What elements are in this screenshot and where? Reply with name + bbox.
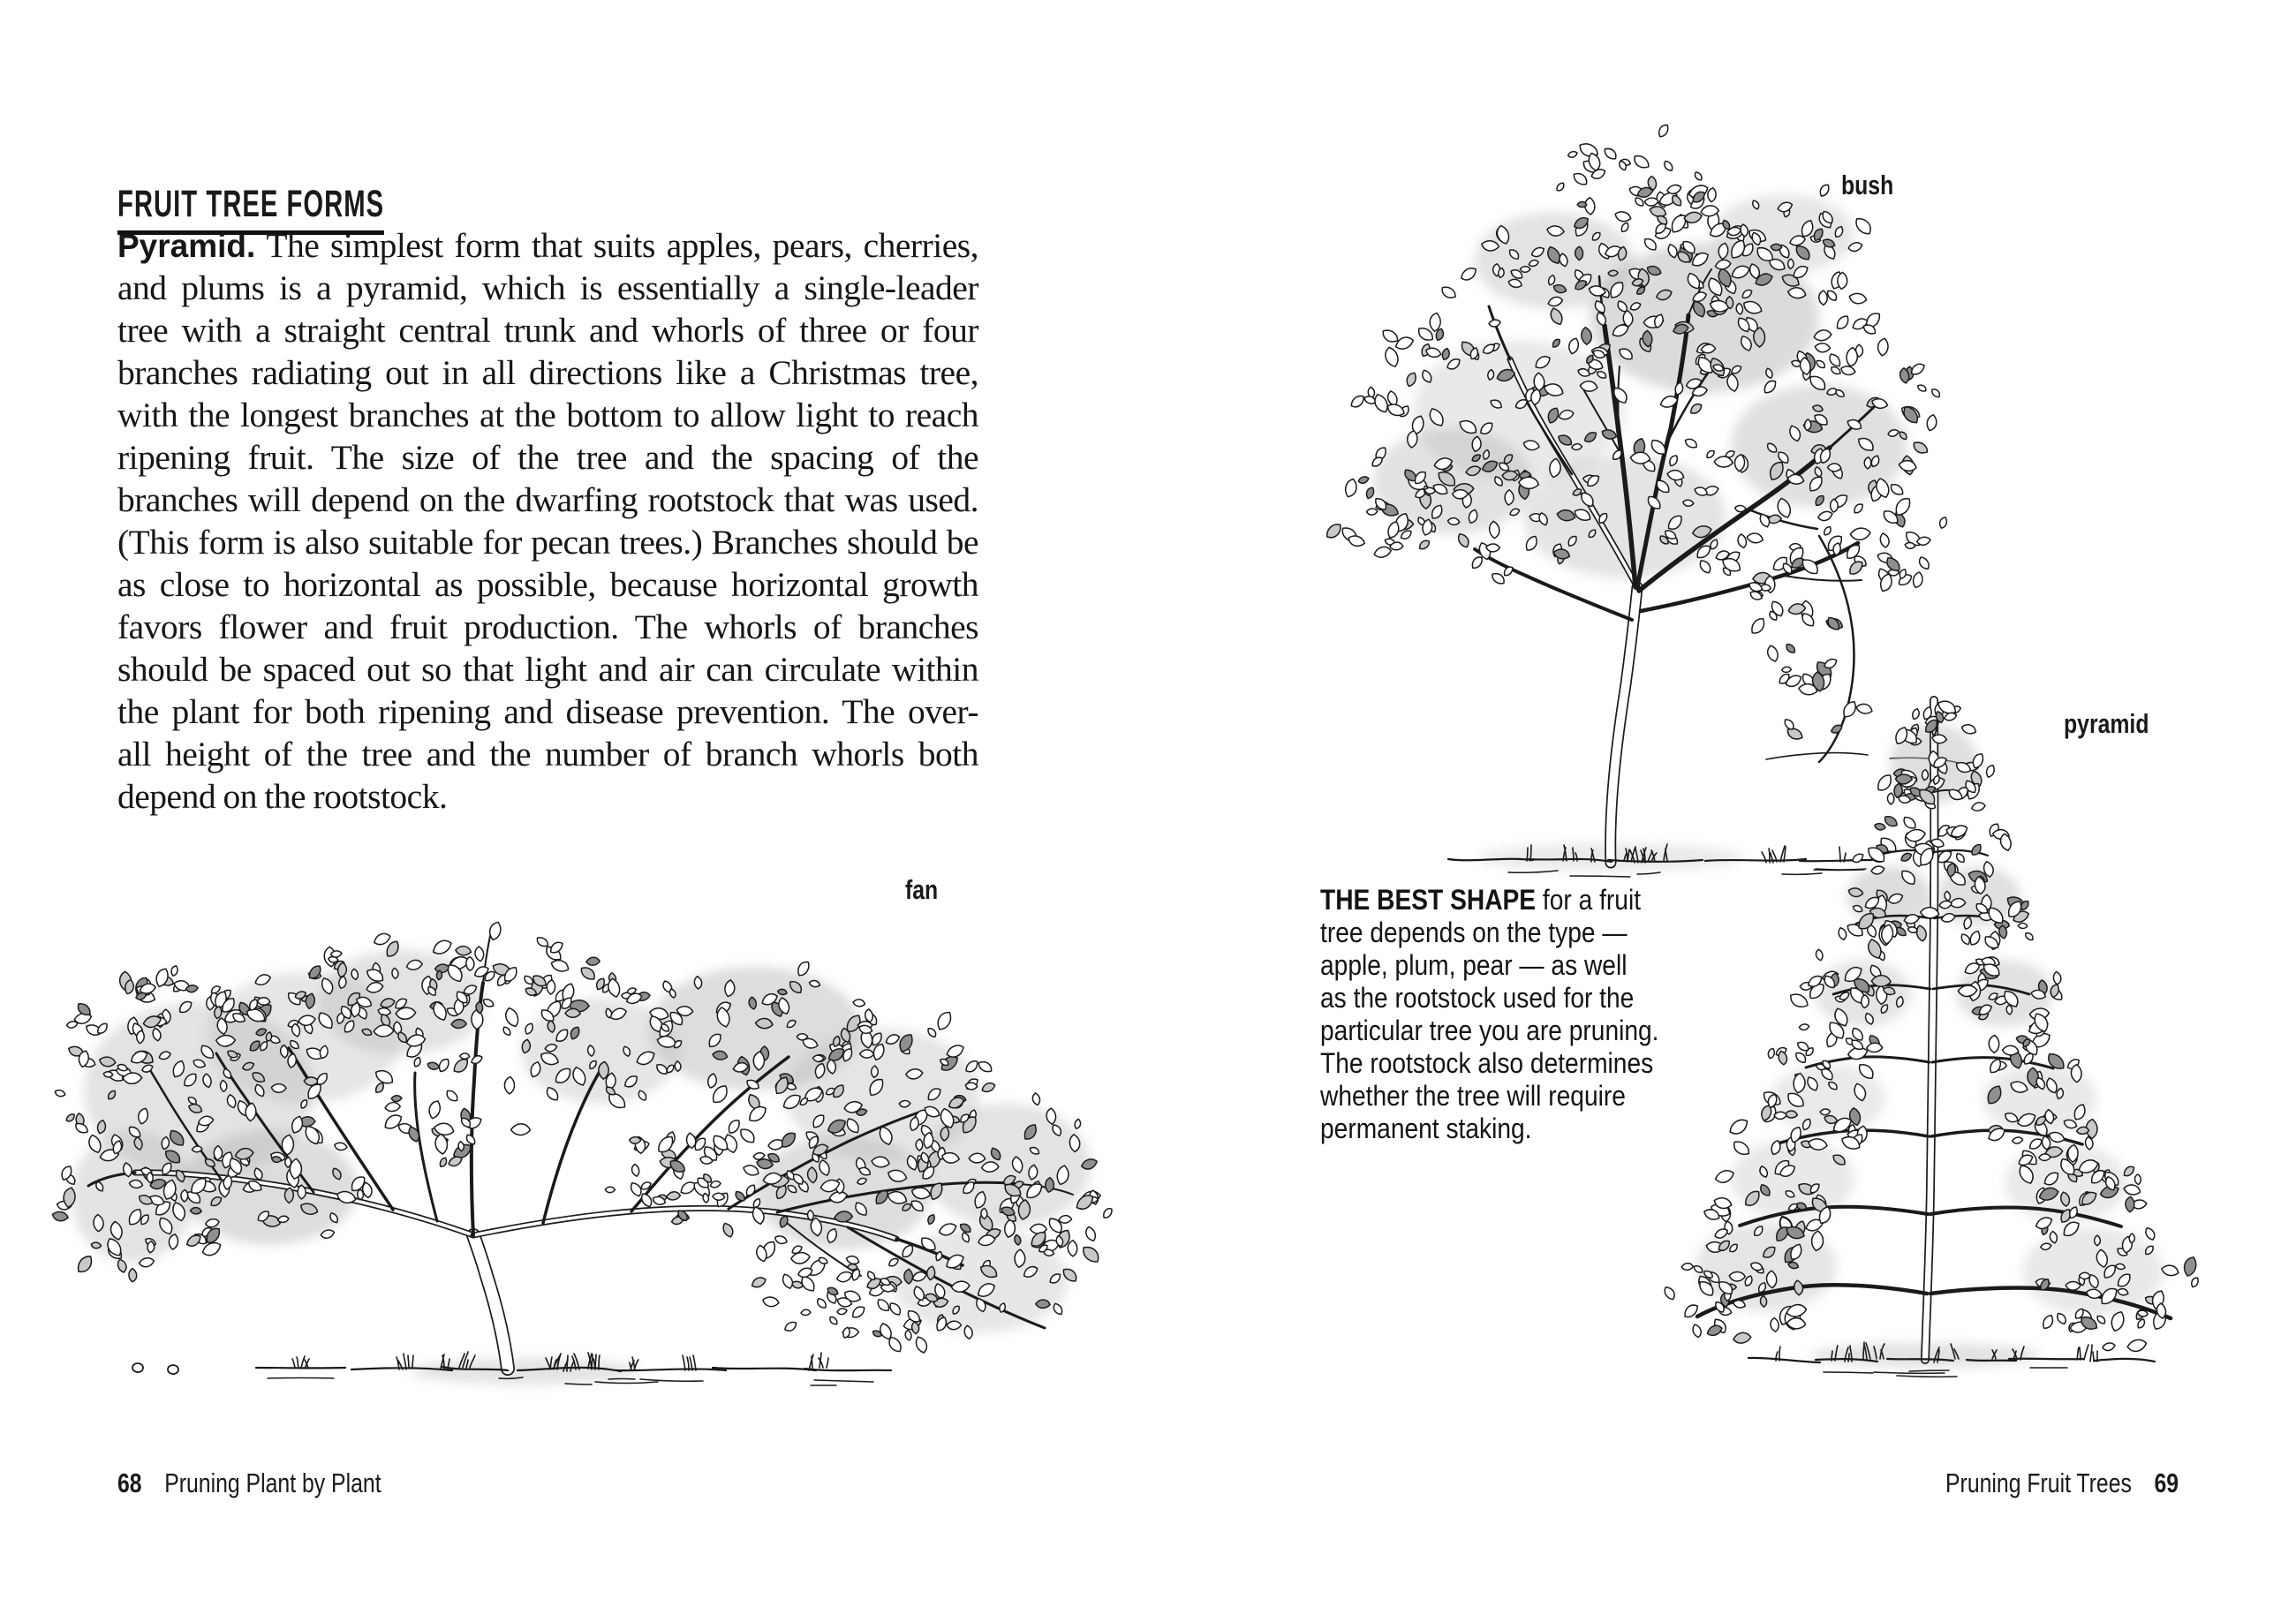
body-text-line: ripening fruit. The size of the tree and the spacing of the [117, 438, 978, 477]
left-page-footer [117, 1467, 447, 1498]
body-text-line: branches will depend on the dwarfing rootstock that was used. [117, 480, 978, 519]
caption-line: apple, plum, pear — as well [1320, 949, 1628, 981]
caption-line: permanent staking. [1320, 1113, 1532, 1144]
body-text: The simplest form that suits apples, pears, cherries, [255, 226, 978, 265]
caption-text: for a fruit [1536, 884, 1642, 916]
fan-figure-label: fan [905, 874, 939, 905]
body-text-line: branches radiating out in all directions like a Christmas tree, [117, 353, 978, 392]
caption-line [1320, 884, 1725, 917]
body-text-line: as close to horizontal as possible, because horizontal growth [117, 565, 978, 604]
section-heading: FRUIT TREE FORMS [117, 185, 384, 235]
caption-line: tree depends on the type — [1320, 917, 1628, 948]
fan-tree-illustration [49, 905, 1113, 1430]
body-text-line [117, 224, 978, 267]
body-text-line: should be spaced out so that light and air can circulate within [117, 650, 978, 689]
body-text-line: depend on the rootstock. [117, 777, 448, 816]
bush-figure-label: bush [1841, 170, 1894, 200]
body-text-line: all height of the tree and the number of branch whorls both [117, 735, 978, 773]
left-page-number: 68 [117, 1467, 142, 1498]
caption-line: The rootstock also determines [1320, 1047, 1654, 1079]
body-text-line: favors flower and fruit production. The whorls of branches [117, 607, 978, 646]
caption-lead: THE BEST SHAPE [1320, 884, 1537, 916]
body-text-line: tree with a straight central trunk and whorls of three or four [117, 311, 978, 350]
right-page-number: 69 [2154, 1467, 2179, 1498]
pyramid-tree-illustration [1660, 684, 2208, 1391]
body-text-line: and plums is a pyramid, which is essentially a single-leader [117, 268, 978, 307]
pyramid-figure-label: pyramid [2064, 708, 2149, 739]
right-page-footer [1887, 1467, 2179, 1498]
body-text-line: (This form is also suitable for pecan trees.) Branches should be [117, 523, 978, 562]
book-title: Pruning Plant by Plant [164, 1467, 381, 1498]
body-text-line: with the longest branches at the bottom to allow light to reach [117, 396, 978, 434]
paragraph-lead: Pyramid. [117, 228, 256, 264]
chapter-title: Pruning Fruit Trees [1945, 1467, 2132, 1498]
caption-line: whether the tree will require [1320, 1080, 1626, 1112]
body-text-line: the plant for both ripening and disease prevention. The over- [117, 692, 978, 731]
body-paragraph [117, 224, 978, 818]
figure-caption [1320, 884, 1725, 1145]
caption-line: as the rootstock used for the [1320, 982, 1635, 1014]
caption-line: particular tree you are pruning. [1320, 1015, 1659, 1046]
